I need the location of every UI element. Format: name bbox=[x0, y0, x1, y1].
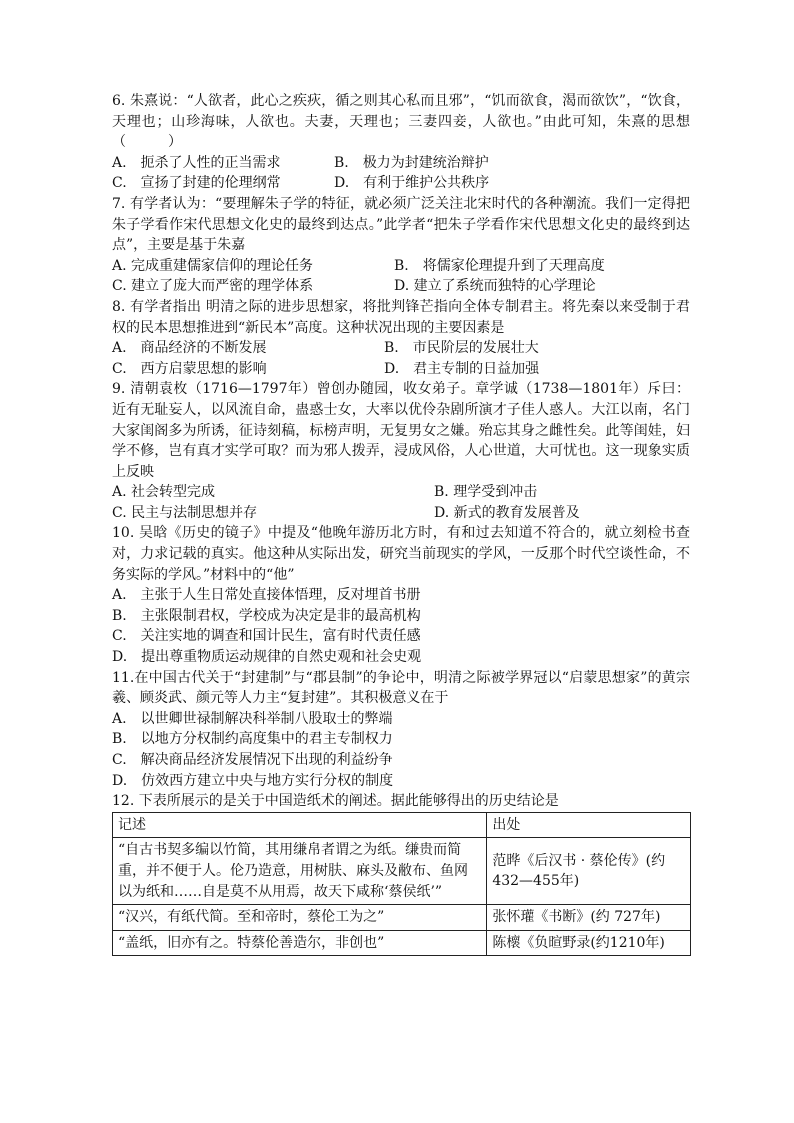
question-10-stem: 10. 吴晗《历史的镜子》中提及“他晚年游历北方时，有和过去知道不符合的，就立刻检书查对，力求记载的真实。他这种从实际出发，研究当前现实的学风，一反那个时代空谈性命，不务实际的学风。”材料中的“他” bbox=[112, 525, 690, 583]
question-11-option-c: C. 解决商品经济发展情况下出现的利益纷争 bbox=[112, 752, 393, 768]
question-7-option-b: B. 将儒家伦理提升到了天理高度 bbox=[394, 257, 605, 274]
question-10-option-c: C. 关注实地的调查和国计民生，富有时代责任感 bbox=[112, 628, 421, 645]
question-10-option-b: B. 主张限制君权，学校成为决定是非的最高机构 bbox=[112, 607, 421, 624]
question-8-stem: 8. 有学者指出 明清之际的进步思想家，将批判锋芒指向全体专制君主。将先秦以来受制于君权的民本思想推进到“新民本”高度。这种状况出现的主要因素是 bbox=[112, 298, 690, 336]
table-cell-record: “汉兴，有纸代简。至和帝时，蔡伦工为之” bbox=[113, 905, 487, 931]
table-row bbox=[113, 930, 691, 956]
question-7-option-d: D. 建立了系统而独特的心学理论 bbox=[394, 278, 596, 295]
question-11-stem: 11.在中国古代关于“封建制”与“郡县制”的争论中，明清之际被学界冠以“启蒙思想家”的黄宗羲、顾炎武、颜元等人力主“复封建”。其积极意义在于 bbox=[112, 669, 690, 707]
question-11-option-d: D. 仿效西方建立中央与地方实行分权的制度 bbox=[112, 772, 394, 789]
question-8-option-d: D. 君主专制的日益加强 bbox=[384, 360, 540, 377]
question-12-stem: 12. 下表所展示的是关于中国造纸术的阐述。据此能够得出的历史结论是 bbox=[112, 793, 559, 810]
question-11-option-a: A. 以世卿世禄制解决科举制八股取士的弊端 bbox=[112, 710, 393, 727]
table-header-row bbox=[113, 812, 691, 838]
question-6 bbox=[112, 91, 690, 194]
question-9-stem: 9. 清朝袁枚（1716—1797年）曾创办随园，收女弟子。章学诚（1738—1801年）斥曰：近有无耻妄人，以风流自命，蛊惑士女，大率以优伶杂剧所演才子佳人惑人。大江以南，名门大家闺阁多为所诱，征诗刻稿，标榜声明，无复男女之嫌。殆忘其身之雌性矣。此等闺娃，妇学不修，岂有真才实学可取？而为邪人拨弄，浸成风俗，人心世道，大可忧也。这一现象实质上反映 bbox=[112, 381, 690, 480]
question-6-option-a: A. 扼杀了人性的正当需求 bbox=[112, 154, 281, 171]
question-6-stem: 6. 朱熹说：“人欲者，此心之疾疢，循之则其心私而且邪”，“饥而欲食，渴而欲饮”，“饮食，天理也；山珍海味，人欲也。夫妻，天理也；三妻四妾，人欲也。”由此可知，朱熹的思想（ ） bbox=[112, 93, 690, 151]
question-9-options-row-1 bbox=[112, 482, 690, 503]
question-8-options-row-1 bbox=[112, 338, 690, 359]
question-10 bbox=[112, 523, 690, 667]
question-6-option-c: C. 宣扬了封建的伦理纲常 bbox=[112, 175, 281, 192]
table-cell-source: 范晔《后汉书 · 蔡伦传》(约432—455年) bbox=[487, 838, 691, 905]
question-6-option-d: D. 有利于维护公共秩序 bbox=[334, 175, 490, 192]
question-9-option-b: B. 理学受到冲击 bbox=[434, 484, 538, 501]
table-cell-record: “盖纸，旧亦有之。特蔡伦善造尔，非创也” bbox=[113, 930, 487, 956]
question-6-options-row-2 bbox=[112, 173, 690, 194]
question-11 bbox=[112, 668, 690, 792]
question-9 bbox=[112, 379, 690, 523]
question-7 bbox=[112, 194, 690, 297]
table-header-source: 出处 bbox=[487, 812, 691, 838]
question-6-option-b: B. 极力为封建统治辩护 bbox=[334, 154, 489, 171]
paper-history-table bbox=[112, 812, 691, 957]
question-8-options-row-2 bbox=[112, 359, 690, 380]
question-6-options-row-1 bbox=[112, 153, 690, 174]
question-8 bbox=[112, 297, 690, 379]
question-12 bbox=[112, 791, 690, 956]
question-9-option-d: D. 新式的教育发展普及 bbox=[434, 504, 580, 521]
question-7-option-c: C. 建立了庞大而严密的理学体系 bbox=[112, 278, 314, 295]
question-10-option-a: A. 主张于人生日常处直接体悟理，反对埋首书册 bbox=[112, 587, 421, 604]
table-row bbox=[113, 905, 691, 931]
question-list bbox=[112, 91, 690, 956]
question-8-option-a: A. 商品经济的不断发展 bbox=[112, 340, 267, 357]
question-7-stem: 7. 有学者认为：“要理解朱子学的特征，就必须广泛关注北宋时代的各种潮流。我们一定得把朱子学看作宋代思想文化史的最终到达点。”此学者“把朱子学看作宋代思想文化史的最终到达点”，主要是基于朱嘉 bbox=[112, 195, 690, 254]
question-7-options-row-2 bbox=[112, 276, 690, 297]
question-8-option-b: B. 市民阶层的发展壮大 bbox=[384, 340, 539, 357]
question-8-option-c: C. 西方启蒙思想的影响 bbox=[112, 360, 267, 377]
question-9-option-a: A. 社会转型完成 bbox=[112, 484, 216, 501]
table-cell-source: 张怀瓘《书断》(约 727年) bbox=[487, 905, 691, 931]
question-7-options-row-1 bbox=[112, 256, 690, 277]
question-10-option-d: D. 提出尊重物质运动规律的自然史观和社会史观 bbox=[112, 649, 422, 666]
table-cell-source: 陈櫰《负暄野录(约1210年) bbox=[487, 930, 691, 956]
question-7-option-a: A. 完成重建儒家信仰的理论任务 bbox=[112, 257, 314, 274]
table-row bbox=[113, 838, 691, 905]
question-9-option-c: C. 民主与法制思想并存 bbox=[112, 504, 258, 521]
question-11-option-b: B. 以地方分权制约高度集中的君主专制权力 bbox=[112, 731, 393, 748]
table-header-record: 记述 bbox=[113, 812, 487, 838]
table-cell-record: “自古书契多编以竹简，其用缣帛者谓之为纸。缣贵而简重，并不便于人。伦乃造意，用树肤、麻头及敝布、鱼网以为纸和……自是莫不从用焉，故天下咸称‘蔡侯纸’” bbox=[113, 838, 487, 905]
question-9-options-row-2 bbox=[112, 503, 690, 524]
